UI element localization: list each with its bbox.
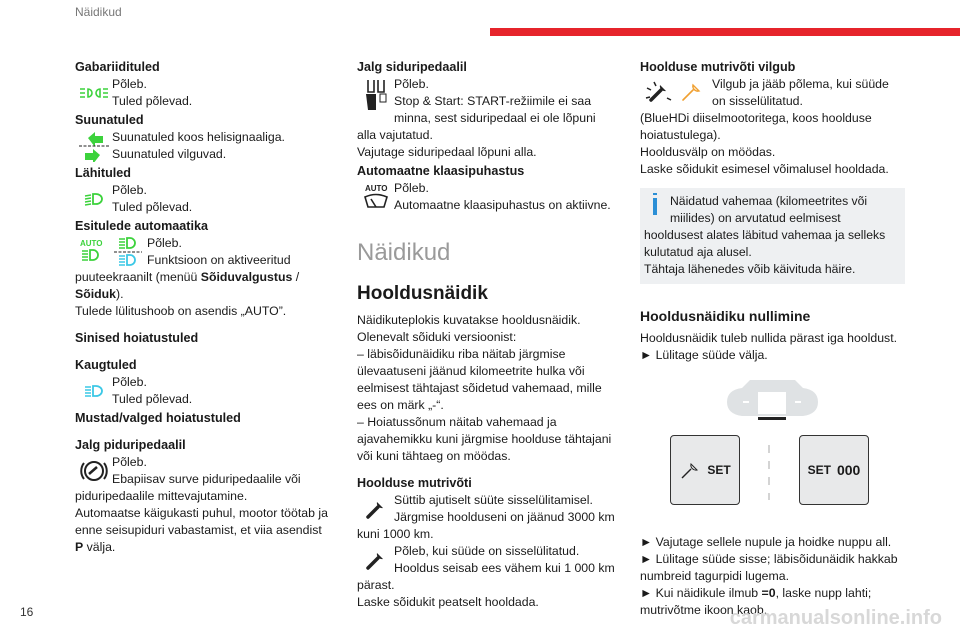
text: Vajutage siduripedaal lõpuni alla. <box>357 145 537 159</box>
wrench-icon <box>357 492 394 526</box>
heading-mutrivoti-vilgub: Hoolduse mutrivõti vilgub <box>640 60 796 74</box>
text: Vilgub ja jääb põlema, kui süüde on sisselülitatud. <box>712 77 889 108</box>
text: Automaatne klaasipuhastus on aktiivne. <box>394 198 611 212</box>
left-column <box>75 57 330 556</box>
cluster-icon <box>725 378 820 423</box>
item-mutrivoti-poleb <box>357 543 617 594</box>
turn-signal-icon <box>75 129 112 163</box>
heading-lahituled: Lähituled <box>75 166 131 180</box>
item-siduripedaal <box>357 76 617 161</box>
wrench-icon <box>679 460 701 480</box>
text: ). <box>116 287 124 301</box>
text: Tähtaja lähenedes võib käivituda häire. <box>644 262 856 276</box>
text: Põleb. <box>112 455 147 469</box>
text: Tuled põlevad. <box>112 94 193 108</box>
heading-nullimine: Hooldusnäidiku nullimine <box>640 308 811 324</box>
heading-gabariidituled: Gabariidituled <box>75 60 160 74</box>
heading-hooldusnaidik: Hooldusnäidik <box>357 283 488 304</box>
text: Suunatuled koos helisignaaliga. <box>112 130 285 144</box>
text: Laske sõidukit peatselt hooldada. <box>357 595 539 609</box>
high-beam-icon <box>75 374 112 408</box>
text: Hooldusnäidik tuleb nullida pärast iga hooldust. <box>640 331 898 345</box>
text: Tuled põlevad. <box>112 200 193 214</box>
text: Põleb. <box>147 236 182 250</box>
text: Automaatse käigukasti puhul, mootor töötab ja enne seisupiduri vabastamist, et viia asendist <box>75 506 328 537</box>
display-label: SET <box>807 462 831 477</box>
text: , laske nupp lahti; mutrivõtme ikoon kaob. <box>640 586 872 617</box>
heading-kaugtuled: Kaugtuled <box>75 358 137 372</box>
item-mutrivoti-ajutine <box>357 492 617 543</box>
item-kaugtuled <box>75 374 330 408</box>
text: Põleb. <box>112 183 147 197</box>
clutch-pedal-icon <box>357 76 394 114</box>
item-piduripedaal <box>75 454 330 556</box>
header-accent-bar <box>490 28 960 36</box>
middle-column <box>357 57 617 611</box>
heading-esitulede-automaatika: Esitulede automaatika <box>75 219 208 233</box>
button-label: SET <box>707 462 731 477</box>
svg-text:AUTO: AUTO <box>80 239 103 248</box>
menu-name: Sõiduvalgustus <box>200 270 293 284</box>
wrench-icon <box>357 543 394 577</box>
step: ► Lülitage süüde sisse; läbisõidunäidik hakkab numbreid tagurpidi lugema. <box>640 552 898 583</box>
instrument-cluster-illustration <box>640 378 905 526</box>
text: Näidikuteplokis kuvatakse hooldusnäidik. <box>357 313 581 327</box>
watermark: carmanualsonline.info <box>729 607 942 629</box>
text: Süttib ajutiselt süüte sisselülitamisel. Järgmise hoolduseni on jäänud 3000 km kuni 1000 km. <box>357 493 615 541</box>
text: Põleb. <box>112 77 147 91</box>
text: Tulede lülitushoob on asendis „AUTO”. <box>75 304 287 318</box>
heading-jalg-piduripedaalil: Jalg piduripedaalil <box>75 438 186 452</box>
item-lahituled <box>75 182 330 216</box>
text: ► Kui näidikule ilmub <box>640 586 762 600</box>
divider <box>767 445 771 500</box>
heading-sinised: Sinised hoiatustuled <box>75 331 199 345</box>
text: Suunatuled vilguvad. <box>112 147 227 161</box>
text <box>75 505 330 556</box>
heading-suunatuled: Suunatuled <box>75 113 144 127</box>
text: Stop & Start: START-režiimile ei saa minna, sest siduripedaal ei ole lõpuni alla vajutatud. <box>357 94 596 142</box>
info-content <box>640 193 897 278</box>
item-gabariidituled <box>75 76 330 110</box>
text: Olenevalt sõiduki versioonist: <box>357 330 517 344</box>
text: Näidatud vahemaa (kilomeetrites või miilides) on arvutatud eelmisest hooldusest alates läbitud vahemaa ja selleks kulutatud aja alusel. <box>644 194 886 259</box>
low-beam-icon <box>75 182 112 216</box>
side-lights-icon <box>75 76 112 110</box>
wrench-flashing-icon <box>640 76 712 110</box>
text: Põleb. <box>394 181 429 195</box>
heading-hoolduse-mutrivoti: Hoolduse mutrivõti <box>357 476 472 490</box>
heading-klaasipuhastus: Automaatne klaasipuhastus <box>357 164 525 178</box>
running-header: Näidikud <box>75 5 122 19</box>
item-esitulede-automaatika <box>75 235 330 320</box>
right-column <box>640 57 905 619</box>
text: Funktsioon on aktiveeritud puuteekraanilt (menüü <box>75 253 291 284</box>
svg-text:AUTO: AUTO <box>364 184 388 193</box>
text: – Hoiatussõnum näitab vahemaad ja ajavahemikku kuni järgmise hoolduse tähtajani või kuni tähtaeg on möödas. <box>357 415 612 463</box>
page-number: 16 <box>20 605 34 619</box>
text: Hooldusvälp on möödas. <box>640 145 776 159</box>
set-000-display <box>799 435 869 505</box>
text: Põleb. <box>112 375 147 389</box>
info-box <box>640 188 905 284</box>
text: Põleb, kui süüde on sisselülitatud. Hooldus seisab ees vähem kui 1 000 km pärast. <box>357 544 615 592</box>
heading-mustad: Mustad/valged hoiatustuled <box>75 411 241 425</box>
menu-name: Sõiduk <box>75 287 116 301</box>
step: ► Vajutage sellele nupule ja hoidke nuppu all. <box>640 535 892 549</box>
text: (BlueHDi diiselmootoritega, koos hoolduse hoiatustulega). <box>640 111 872 142</box>
gear-position: P <box>75 540 84 554</box>
auto-headlights-icon <box>75 235 147 269</box>
auto-wiper-icon <box>357 180 394 214</box>
brake-pedal-icon <box>75 454 112 488</box>
text: Ebapiisav surve piduripedaalile või piduripedaalile mittevajutamine. <box>75 472 301 503</box>
info-icon <box>640 193 670 213</box>
text: Laske sõidukit esimesel võimalusel hooldada. <box>640 162 889 176</box>
text: Põleb. <box>394 77 429 91</box>
item-mutrivoti-vilgub <box>640 76 905 178</box>
item-suunatuled <box>75 129 330 163</box>
section-title: Näidikud <box>357 239 451 266</box>
display-value: 000 <box>836 461 861 478</box>
text: Tuled põlevad. <box>112 392 193 406</box>
text: / <box>292 270 300 284</box>
step: ► Lülitage süüde välja. <box>640 348 768 362</box>
value: =0 <box>761 586 776 600</box>
item-klaasipuhastus <box>357 180 617 214</box>
text: välja. <box>83 540 116 554</box>
heading-jalg-siduripedaalil: Jalg siduripedaalil <box>357 60 467 74</box>
text: – läbisõidunäidiku riba näitab järgmise ülevaatuseni jäänud kilomeetrite hulka või eelmisest tähtajast sõidetud vahemaad, mille ees on märk „-“. <box>357 347 602 412</box>
set-button[interactable] <box>670 435 740 505</box>
